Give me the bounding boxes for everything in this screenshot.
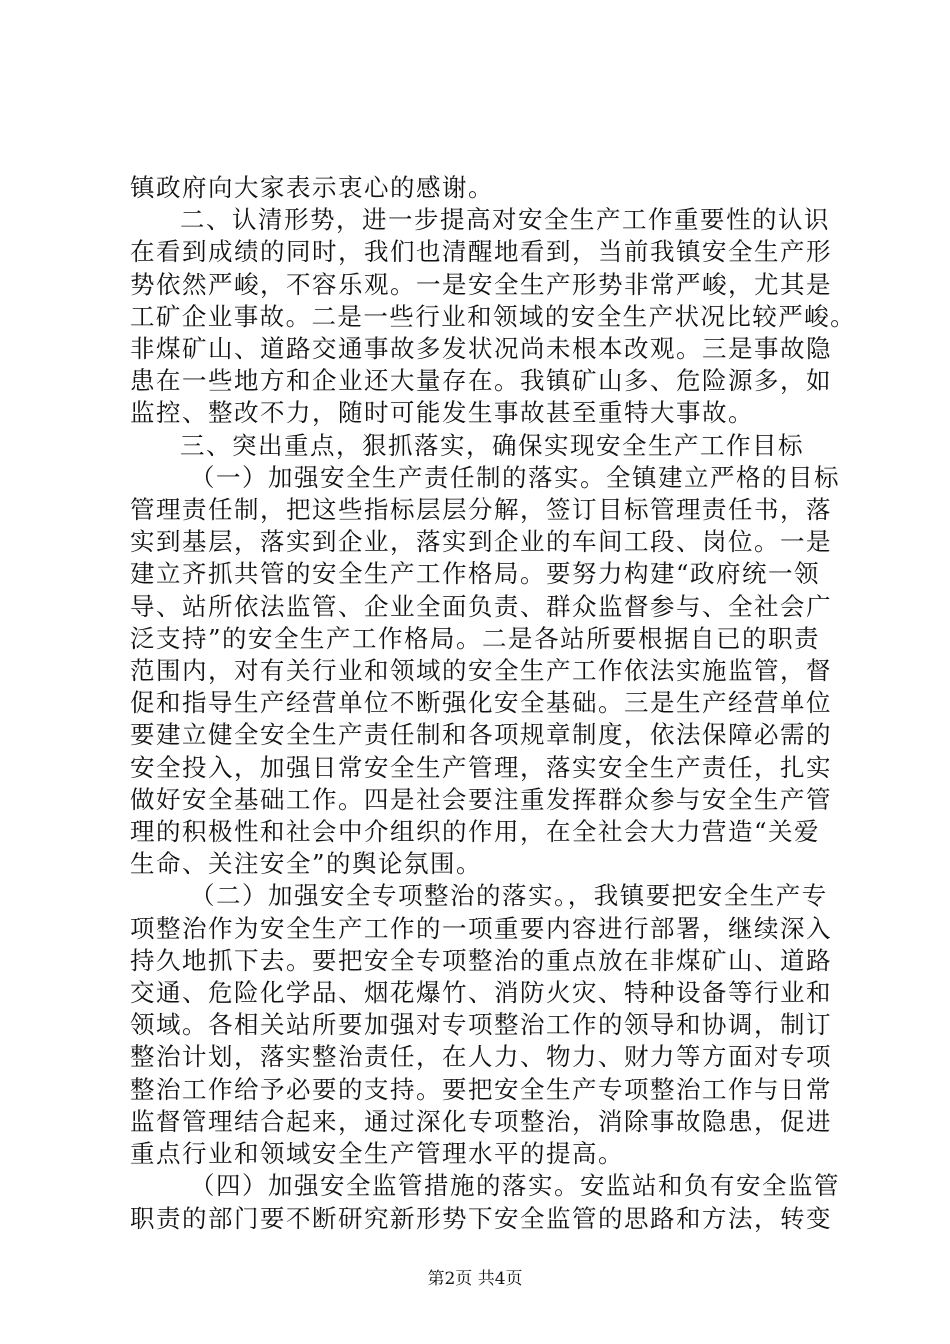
text-line: 生命、关注安全”的舆论氛围。 xyxy=(130,849,483,879)
page-footer: 第2页 共4页 xyxy=(427,1269,523,1289)
text-line: 非煤矿山、道路交通事故多发状况尚未根本改观。三是事故隐 xyxy=(130,334,832,364)
text-line: 工矿企业事故。二是一些行业和领域的安全生产状况比较严峻。 xyxy=(130,301,856,331)
document-body xyxy=(130,172,856,1235)
text-line: 泛支持”的安全生产工作格局。二是各站所要根据自已的职责 xyxy=(130,623,821,653)
text-line: 二、认清形势，进一步提高对安全生产工作重要性的认识 xyxy=(180,205,830,235)
text-line: 项整治作为安全生产工作的一项重要内容进行部署，继续深入 xyxy=(130,913,832,943)
text-line: 理的积极性和社会中介组织的作用，在全社会大力营造“关爱 xyxy=(130,817,821,847)
text-line: 持久地抓下去。要把安全专项整治的重点放在非煤矿山、道路 xyxy=(130,945,832,975)
text-line: 势依然严峻，不容乐观。一是安全生产形势非常严峻，尤其是 xyxy=(130,269,832,299)
text-line: 安全投入，加强日常安全生产管理，落实安全生产责任，扎实 xyxy=(130,752,832,782)
text-line: 在看到成绩的同时，我们也清醒地看到，当前我镇安全生产形 xyxy=(130,237,832,267)
text-line: 范围内，对有关行业和领域的安全生产工作依法实施监管，督 xyxy=(130,656,832,686)
text-line: 促和指导生产经营单位不断强化安全基础。三是生产经营单位 xyxy=(130,688,832,718)
text-line: 交通、危险化学品、烟花爆竹、消防火灾、特种设备等行业和 xyxy=(130,978,832,1008)
text-line: 重点行业和领域安全生产管理水平的提高。 xyxy=(130,1139,624,1169)
text-line: 镇政府向大家表示衷心的感谢。 xyxy=(130,173,494,202)
text-line: （四）加强安全监管措施的落实。安监站和负有安全监管 xyxy=(190,1171,840,1201)
text-line: （二）加强安全专项整治的落实。，我镇要把安全生产专 xyxy=(190,881,828,911)
text-line: 整治工作给予必要的支持。要把安全生产专项整治工作与日常 xyxy=(130,1074,832,1104)
text-line: （一）加强安全生产责任制的落实。全镇建立严格的目标 xyxy=(190,462,840,492)
text-line: 监控、整改不力，随时可能发生事故甚至重特大事故。 xyxy=(130,398,754,428)
text-line: 整治计划，落实整治责任，在人力、物力、财力等方面对专项 xyxy=(130,1042,832,1072)
text-line: 要建立健全安全生产责任制和各项规章制度，依法保障必需的 xyxy=(130,720,832,750)
text-line: 职责的部门要不断研究新形势下安全监管的思路和方法，转变 xyxy=(130,1203,832,1233)
text-line: 管理责任制，把这些指标层层分解，签订目标管理责任书，落 xyxy=(130,495,832,525)
text-line: 导、站所依法监管、企业全面负责、群众监督参与、全社会广 xyxy=(130,591,832,621)
text-line: 建立齐抓共管的安全生产工作格局。要努力构建“政府统一领 xyxy=(130,559,821,589)
text-line: 监督管理结合起来，通过深化专项整治，消除事故隐患，促进 xyxy=(130,1106,832,1136)
text-line: 患在一些地方和企业还大量存在。我镇矿山多、危险源多，如 xyxy=(130,366,832,396)
text-line: 做好安全基础工作。四是社会要注重发挥群众参与安全生产管 xyxy=(130,784,832,814)
text-line: 领域。各相关站所要加强对专项整治工作的领导和协调，制订 xyxy=(130,1010,832,1040)
text-line: 实到基层，落实到企业，落实到企业的车间工段、岗位。一是 xyxy=(130,527,832,557)
text-line: 三、突出重点，狠抓落实，确保实现安全生产工作目标 xyxy=(180,430,804,460)
